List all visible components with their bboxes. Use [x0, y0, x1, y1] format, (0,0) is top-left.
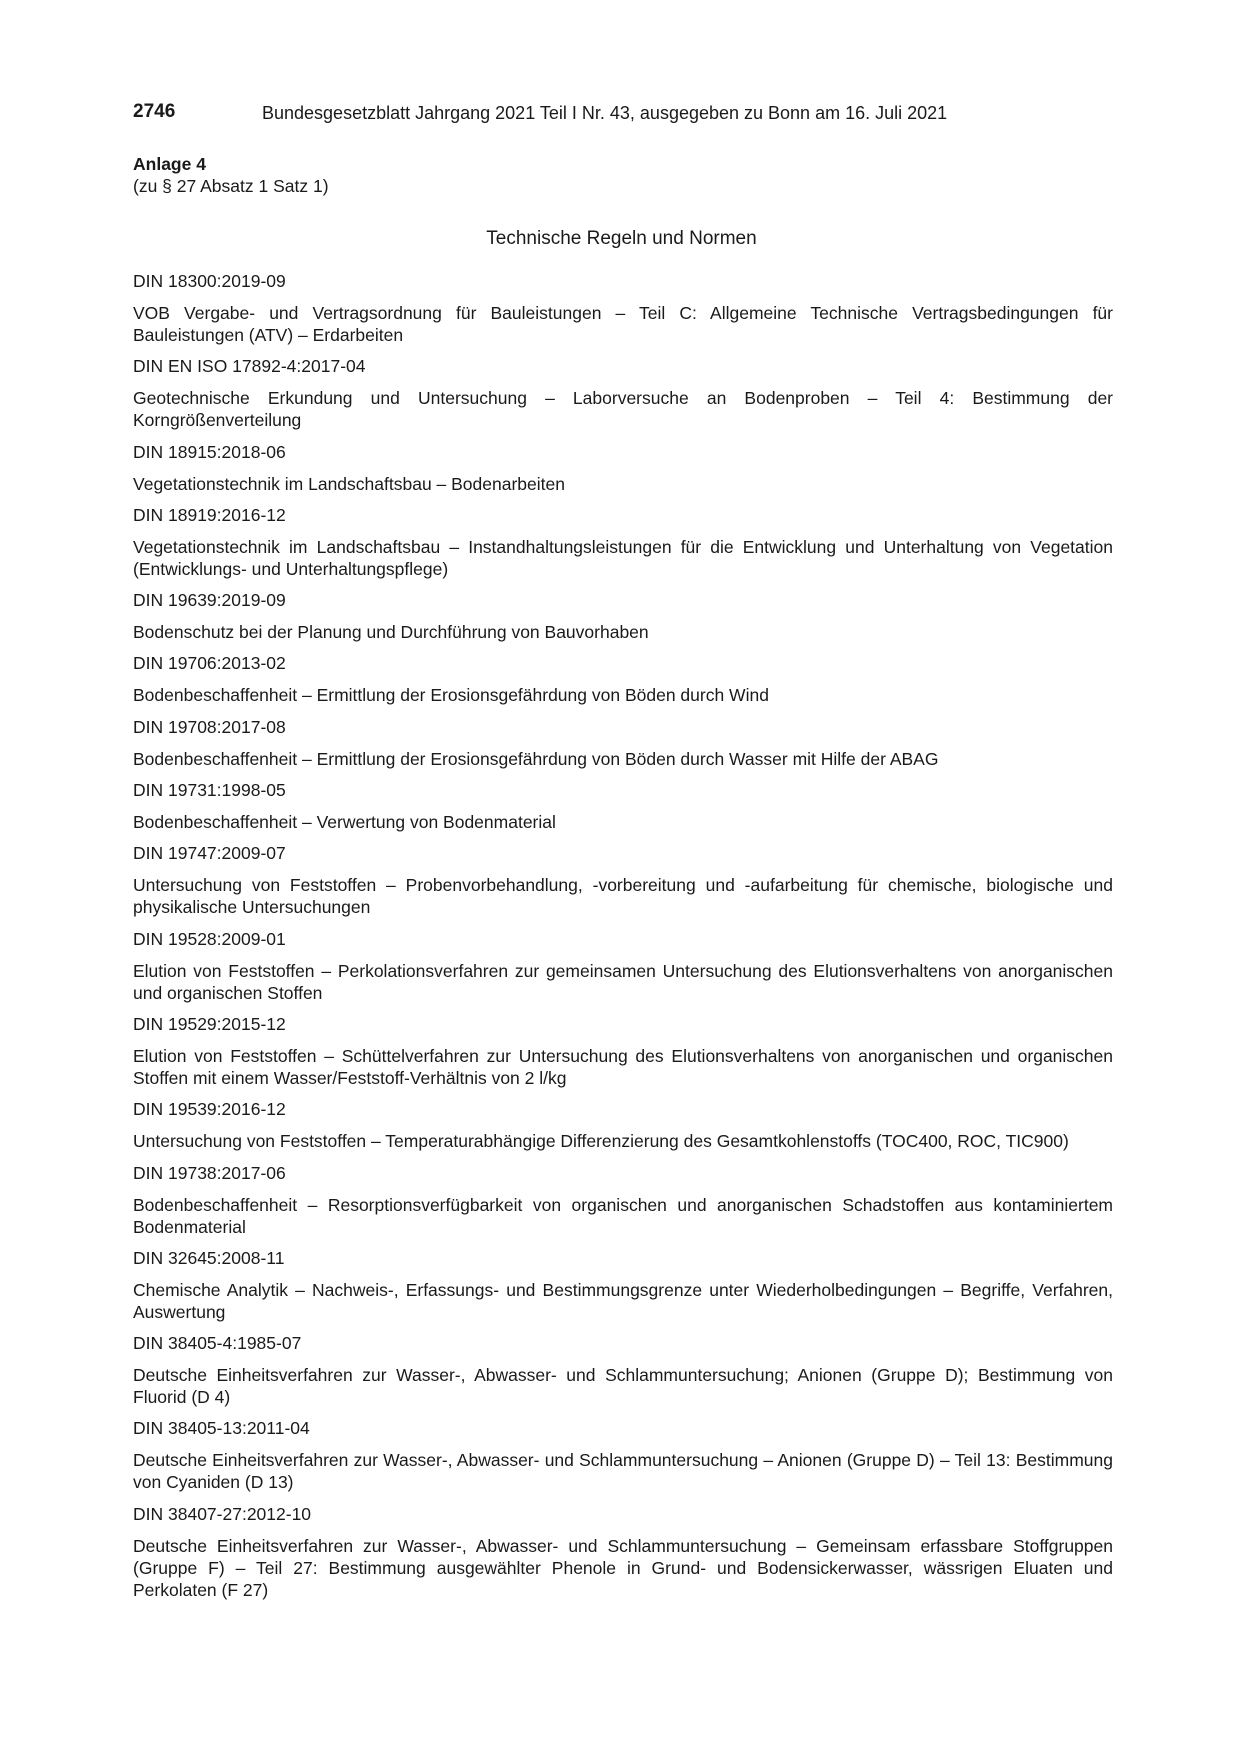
page-number: 2746 [133, 101, 176, 122]
norm-entry [133, 589, 1113, 643]
norm-title: Untersuchung von Feststoffen – Probenvorbehandlung, -vorbereitung und -aufarbeitung für chemische, biologische und physikalische Untersuchungen [133, 875, 1113, 918]
norm-title: Chemische Analytik – Nachweis-, Erfassungs- und Bestimmungsgrenze unter Wiederholbedingungen – Begriffe, Verfahren, Auswertung [133, 1279, 1113, 1322]
norm-entry [133, 270, 1113, 346]
norm-title: Vegetationstechnik im Landschaftsbau – Bodenarbeiten [133, 473, 565, 494]
norm-id: DIN 19528:2009-01 [133, 928, 286, 949]
norm-entry [133, 1013, 1113, 1089]
norm-title: Untersuchung von Feststoffen – Temperaturabhängige Differenzierung des Gesamtkohlenstoffs (TOC400, ROC, TIC900) [133, 1131, 1069, 1152]
section-title-text: Technische Regeln und Normen [486, 228, 757, 249]
norm-title: Deutsche Einheitsverfahren zur Wasser-, Abwasser- und Schlammuntersuchung – Gemeinsam erfassbare Stoffgruppen (Gruppe F) – Teil 27: Bestimmung ausgewählter Phenole in Grund- und Bodensickerwasser, wässrigen Eluaten und Perkolaten (F 27) [133, 1535, 1113, 1600]
norm-id: DIN 18300:2019-09 [133, 271, 286, 291]
norm-id: DIN 19639:2019-09 [133, 590, 286, 611]
norm-entry [133, 504, 1113, 580]
norm-title: Bodenbeschaffenheit – Resorptionsverfügbarkeit von organischen und anorganischen Schadstoffen aus kontaminiertem Bodenmaterial [133, 1194, 1113, 1237]
norm-entry [133, 842, 1113, 918]
norm-entry [133, 779, 1113, 833]
page-header [133, 100, 1113, 124]
norm-title: Vegetationstechnik im Landschaftsbau – Instandhaltungsleistungen für die Entwicklung und Unterhaltung von Vegetation (Entwicklungs- und Unterhaltungspflege) [133, 536, 1113, 579]
section-title [0, 227, 1241, 251]
norm-entry [133, 1162, 1113, 1238]
norm-id: DIN 38407-27:2012-10 [133, 1503, 312, 1524]
norm-title: Elution von Feststoffen – Perkolationsverfahren zur gemeinsamen Untersuchung des Elutionsverhaltens von anorganischen und organischen Stoffen [133, 960, 1113, 1003]
norm-id: DIN 19529:2015-12 [133, 1013, 286, 1034]
norm-entry [133, 355, 1113, 431]
annex-title: Anlage 4 [133, 154, 206, 174]
annex-reference: (zu § 27 Absatz 1 Satz 1) [133, 176, 329, 196]
norm-entry [133, 1417, 1113, 1493]
norm-id: DIN 19706:2013-02 [133, 653, 286, 674]
norm-title: VOB Vergabe- und Vertragsordnung für Bauleistungen – Teil C: Allgemeine Technische Vertragsbedingungen für Bauleistungen (ATV) – Erdarbeiten [133, 303, 1113, 345]
annex-block [133, 153, 329, 197]
norm-title: Geotechnische Erkundung und Untersuchung – Laborversuche an Bodenproben – Teil 4: Bestimmung der Korngrößenverteilung [133, 388, 1113, 431]
norm-title: Deutsche Einheitsverfahren zur Wasser-, Abwasser- und Schlammuntersuchung – Anionen (Gruppe D) – Teil 13: Bestimmung von Cyaniden (D 13) [133, 1450, 1113, 1493]
norm-entry [133, 441, 1113, 495]
norm-id: DIN 19738:2017-06 [133, 1162, 286, 1183]
norm-title: Bodenschutz bei der Planung und Durchführung von Bauvorhaben [133, 622, 649, 643]
norm-title: Bodenbeschaffenheit – Ermittlung der Erosionsgefährdung von Böden durch Wind [133, 685, 769, 706]
norm-entry [133, 1503, 1113, 1601]
norm-title: Elution von Feststoffen – Schüttelverfahren zur Untersuchung des Elutionsverhaltens von anorganischen und organischen Stoffen mit einem Wasser/Feststoff-Verhältnis von 2 l/kg [133, 1045, 1113, 1088]
norm-id: DIN 38405-13:2011-04 [133, 1418, 310, 1439]
norm-title: Bodenbeschaffenheit – Verwertung von Bodenmaterial [133, 812, 556, 833]
norm-title: Bodenbeschaffenheit – Ermittlung der Erosionsgefährdung von Böden durch Wasser mit Hilfe der ABAG [133, 748, 939, 769]
norm-id: DIN 19708:2017-08 [133, 716, 286, 737]
norm-id: DIN 19747:2009-07 [133, 843, 286, 864]
norm-id: DIN 18915:2018-06 [133, 441, 286, 462]
norm-id: DIN 19539:2016-12 [133, 1099, 286, 1120]
norm-id: DIN 38405-4:1985-07 [133, 1333, 302, 1354]
running-head: Bundesgesetzblatt Jahrgang 2021 Teil I Nr. 43, ausgegeben zu Bonn am 16. Juli 2021 [262, 103, 948, 123]
norm-id: DIN 19731:1998-05 [133, 780, 286, 801]
norm-entry [133, 716, 1113, 770]
norm-id: DIN 18919:2016-12 [133, 504, 286, 525]
norm-title: Deutsche Einheitsverfahren zur Wasser-, Abwasser- und Schlammuntersuchung; Anionen (Gruppe D); Bestimmung von Fluorid (D 4) [133, 1365, 1113, 1408]
norm-entry [133, 652, 1113, 706]
norm-entry [133, 1247, 1113, 1323]
norm-id: DIN 32645:2008-11 [133, 1247, 285, 1268]
norms-list [133, 270, 1113, 1610]
norm-entry [133, 928, 1113, 1004]
norm-entry [133, 1332, 1113, 1408]
norm-id: DIN EN ISO 17892-4:2017-04 [133, 356, 366, 377]
norm-entry [133, 1098, 1113, 1152]
